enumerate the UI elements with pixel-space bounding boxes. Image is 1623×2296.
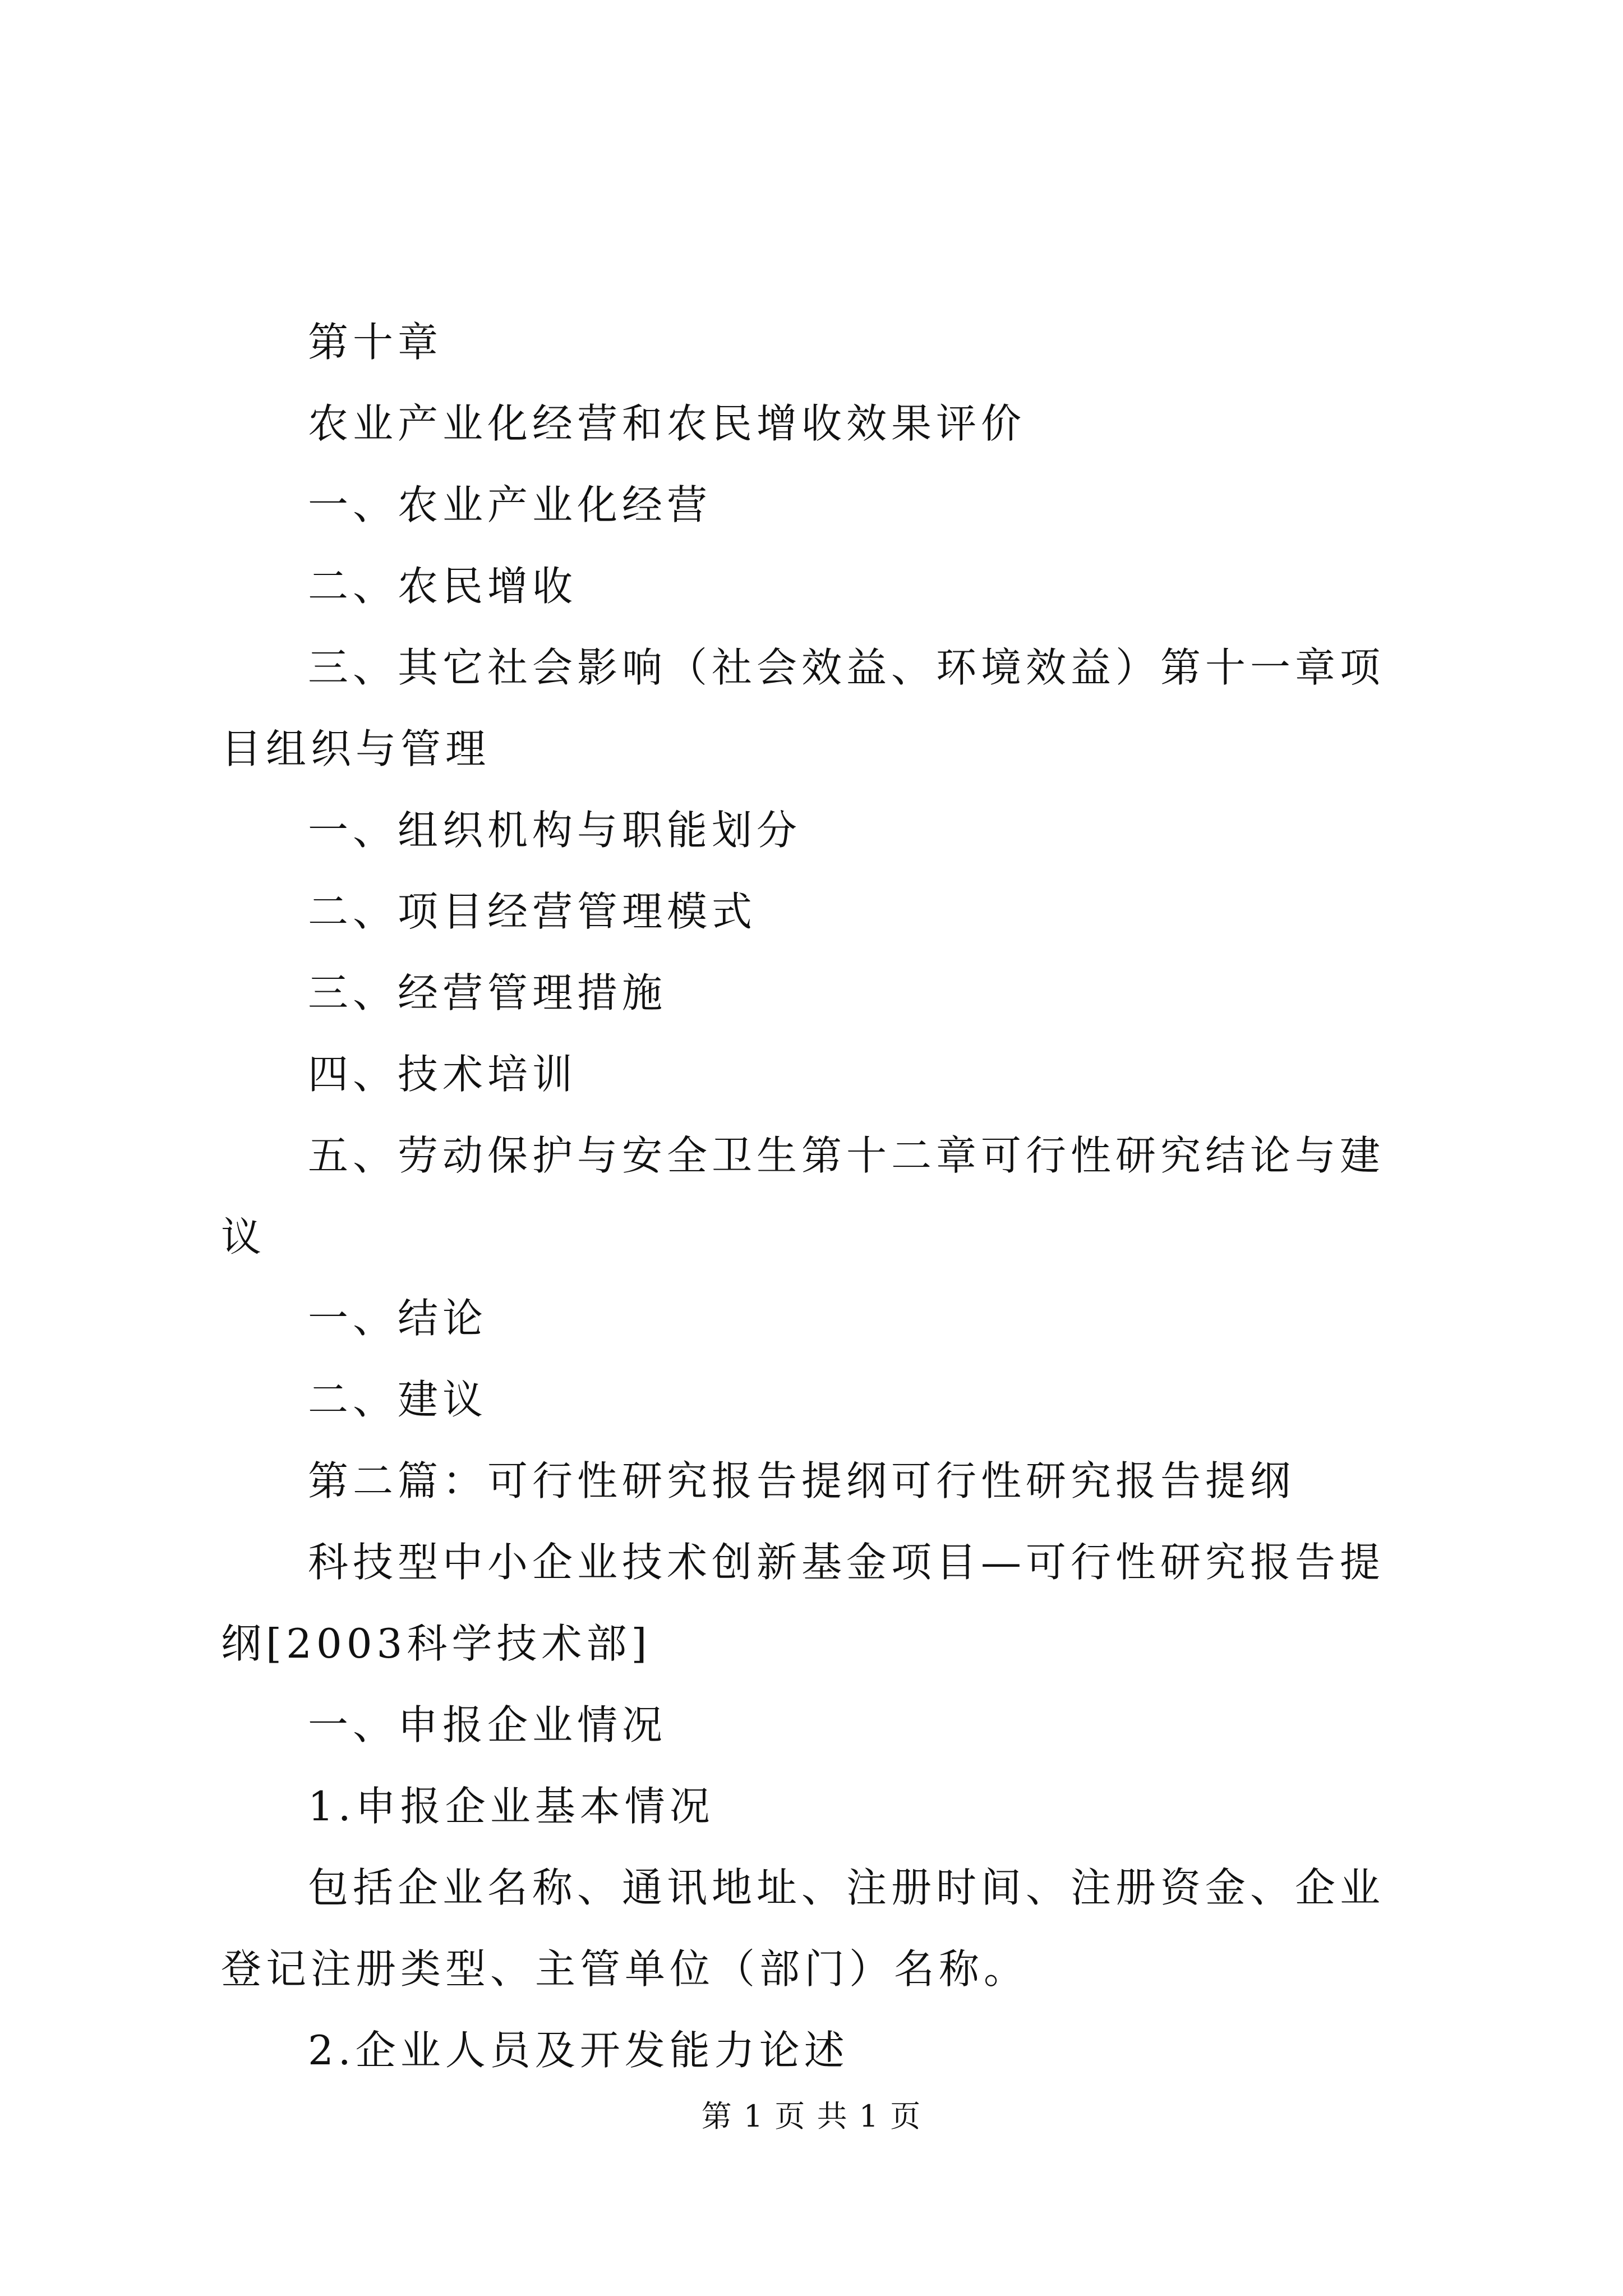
outline-title: 科技型中小企业技术创新基金项目—可行性研究报告提纲[2003科学技术部] <box>221 1539 1385 1667</box>
page-footer <box>0 2097 1623 2136</box>
section-item: 一、农业产业化经营 <box>308 481 712 528</box>
section-item: 五、劳动保护与安全卫生第十二章可行性研究结论与建议 <box>221 1132 1385 1260</box>
section-item: 二、建议 <box>308 1376 488 1423</box>
section-item: 一、组织机构与职能划分 <box>308 807 802 854</box>
page-number-label: 第 1 页 共 1 页 <box>701 2099 922 2134</box>
section-item: 二、项目经营管理模式 <box>308 888 757 935</box>
section-item: 一、结论 <box>308 1295 488 1342</box>
subsection-item: 1.申报企业基本情况 <box>308 1783 714 1830</box>
part-heading: 第二篇：可行性研究报告提纲可行性研究报告提纲 <box>308 1457 1295 1504</box>
section-item: 一、申报企业情况 <box>308 1701 667 1749</box>
chapter-heading: 第十章 <box>308 319 443 366</box>
section-item: 四、技术培训 <box>308 1051 578 1098</box>
section-item: 二、农民增收 <box>308 563 578 610</box>
subsection-item: 2.企业人员及开发能力论述 <box>308 2027 849 2074</box>
document-body <box>221 302 1415 2091</box>
section-item: 三、其它社会影响（社会效益、环境效益）第十一章项目组织与管理 <box>221 644 1385 772</box>
section-item: 三、经营管理措施 <box>308 969 667 1016</box>
body-paragraph: 包括企业名称、通讯地址、注册时间、注册资金、企业登记注册类型、主管单位（部门）名称。 <box>221 1864 1385 1993</box>
chapter-title: 农业产业化经营和农民增收效果评价 <box>308 400 1026 447</box>
